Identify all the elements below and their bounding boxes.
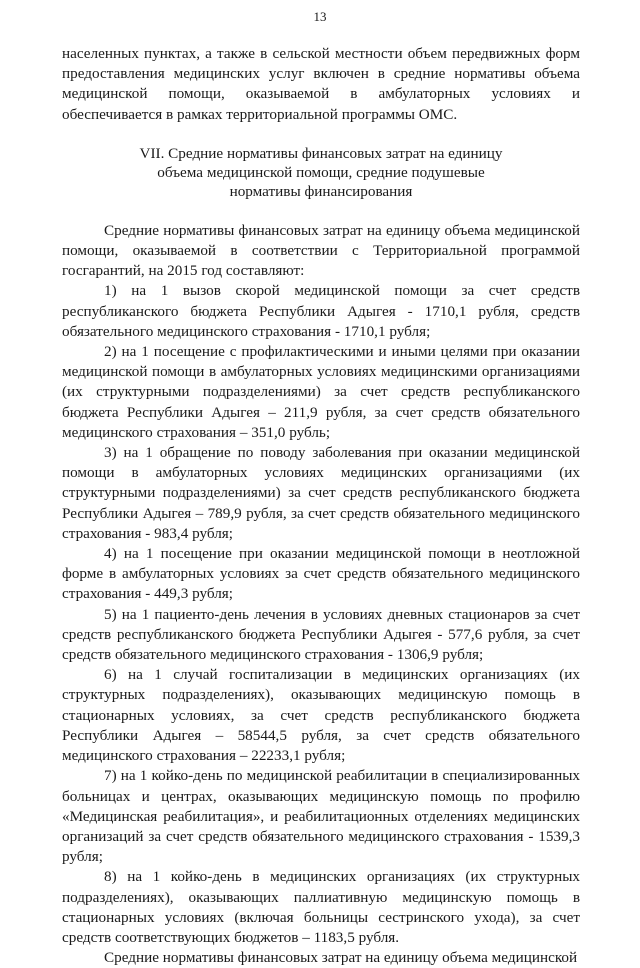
list-item-2: 2) на 1 посещение с профилактическими и иными целями при оказании медицинской помощи в амбулаторных условиях медицинскими организациями (их структурными подразделениями) за счет средств республиканского бюджета Республики Адыгея – 211,9 рубля, за счет средств обязательного медицинского страхования – 351,0 рубль; [62, 343, 580, 441]
section-heading-line-2: объема медицинской помощи, средние подушевые [157, 163, 485, 181]
trailing-paragraph: Средние нормативы финансовых затрат на единицу объема медицинской [104, 949, 578, 967]
document-body [62, 44, 580, 968]
list-item-8: 8) на 1 койко-день в медицинских организациях (их структурных подразделениях), оказывающих паллиативную медицинскую помощь в стационарных условиях (включая больницы сестринского ухода), за счет средств соответствующих бюджетов – 1183,5 рубля. [62, 868, 580, 946]
page-number: 13 [313, 9, 327, 24]
section-heading-line-1: VII. Средние нормативы финансовых затрат на единицу [139, 144, 503, 162]
list-item-3: 3) на 1 обращение по поводу заболевания при оказании медицинской помощи в амбулаторных условиях медицинских организациями (их структурными подразделениями) за счет средств республиканского бюджета Республики Адыгея – 789,9 рубля, за счет средств обязательного медицинского страхования - 983,4 рубля; [62, 444, 580, 542]
section-heading-line-3: нормативы финансирования [229, 182, 413, 200]
list-item-6: 6) на 1 случай госпитализации в медицинских организациях (их структурных подразделениях), оказывающих медицинскую помощь в стационарных условиях, за счет средств республиканского бюджета Республики Адыгея – 58544,5 рубля, за счет средств обязательного медицинского страхования – 22233,1 рубля; [62, 666, 580, 765]
list-item-1: 1) на 1 вызов скорой медицинской помощи за счет средств республиканского бюджета Республики Адыгея - 1710,1 рубля, средств обязательного медицинского страхования - 1710,1 рубля; [62, 282, 580, 340]
list-item-7: 7) на 1 койко-день по медицинской реабилитации в специализированных больницах и центрах, оказывающих медицинскую помощь по профилю «Медицинская реабилитация», и реабилитационных отделениях медицинских организаций за счет средств обязательного медицинского страхования - 1539,3 рубля; [62, 767, 580, 866]
lead-paragraph: Средние нормативы финансовых затрат на единицу объема медицинской помощи, оказываемой в соответствии с Территориальной программой госгарантий, на 2015 год составляют: [62, 221, 580, 280]
section-heading [62, 144, 580, 201]
list-item-5: 5) на 1 пациенто-день лечения в условиях дневных стационаров за счет средств республиканского бюджета Республики Адыгея - 577,6 рубля, за счет средств обязательного медицинского страхования - 1306,9 рубля; [62, 605, 580, 664]
intro-paragraph: населенных пунктах, а также в сельской местности объем передвижных форм предоставления медицинских услуг включен в средние нормативы объема медицинской помощи, оказываемой в амбулаторных условиях и обеспечивается в рамках территориальной программы ОМС. [62, 45, 580, 123]
list-item-4: 4) на 1 посещение при оказании медицинской помощи в неотложной форме в амбулаторных условиях за счет средств обязательного медицинского страхования - 449,3 рубля; [62, 545, 580, 603]
